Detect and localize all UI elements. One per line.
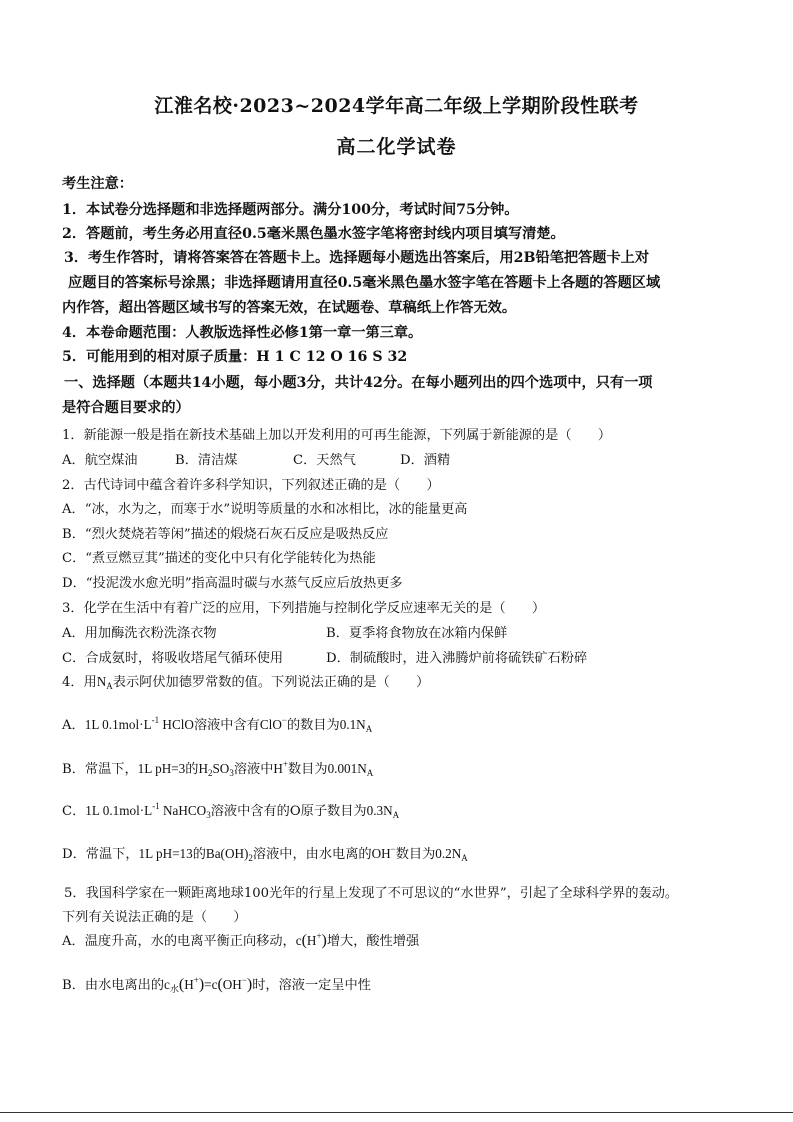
q5-b-paren-left: ( xyxy=(178,976,185,993)
q1-option-d: D．酒精 xyxy=(400,453,451,468)
q4-c-expr: 1L 0.1mol·L xyxy=(85,803,153,818)
q4-d-text: 的 xyxy=(192,847,206,862)
exam-subtitle: 高二化学试卷 xyxy=(336,136,457,158)
q4-d-base: Ba(OH) xyxy=(205,846,249,861)
notice-item-5: 5．可能用到的相对原子质量：H 1 C 12 O 16 S 32 xyxy=(62,349,408,365)
q4-d-label: D．常温下， xyxy=(62,847,139,862)
notice-item-1: 1．本试卷分选择题和非选择题两部分。满分100分，考试时间75分钟。 xyxy=(62,202,519,218)
q4-a-value-sub: A xyxy=(365,724,373,734)
q4-d-text2: 溶液中，由水电离的 xyxy=(252,847,372,862)
notice-item-2: 2．答题前，考生务必用直径0.5毫米黑色墨水签字笔将密封线内项目填写清楚。 xyxy=(62,226,565,242)
q1-option-a: A．航空煤油 xyxy=(62,453,138,468)
q2-option-b: B．“烈火焚烧若等闲”描述的煅烧石灰石反应是吸热反应 xyxy=(62,527,389,542)
q4-b-acid-sub2: 3 xyxy=(229,768,234,778)
q5-option-b xyxy=(62,974,371,995)
q5-a-ion: H xyxy=(306,933,317,948)
notice-item-3: 3．考生作答时，请将答案答在答题卡上。选择题每小题选出答案后，用2B铅笔把答题卡上对 xyxy=(64,250,650,266)
q5-a-text2: 增大，酸性增强 xyxy=(326,934,420,949)
q3-option-b: B．夏季将食物放在冰箱内保鲜 xyxy=(326,626,508,641)
q4-c-salt-sub: 3 xyxy=(206,810,211,820)
q4-a-label: A． xyxy=(62,718,85,733)
q5-b-text2: 时，溶液一定呈中性 xyxy=(252,978,371,993)
q4-a-sup: -1 xyxy=(151,715,160,725)
q4-b-text3: 数目为 xyxy=(288,762,328,777)
q4-d-value-sub: A xyxy=(461,853,468,863)
notice-item-3-cont: 应题目的答案标号涂黑；非选择题请用直径0.5毫米黑色墨水签字笔在答题卡上各题的答题区域 xyxy=(68,275,661,291)
q5-a-ion-sup: + xyxy=(316,931,322,941)
q4-stem-na: N xyxy=(96,674,107,689)
q1-option-c: C．天然气 xyxy=(293,453,356,468)
q4-b-acid-sub1: 2 xyxy=(207,768,213,778)
q5-stem-cont: 下列有关说法正确的是（ ） xyxy=(62,910,247,925)
q4-c-salt: NaHCO xyxy=(159,803,207,818)
notice-heading: 考生注意： xyxy=(62,176,133,192)
q4-a-expr: 1L 0.1mol·L xyxy=(84,717,152,732)
q2-option-a: A．“冰，水为之，而寒于水”说明等质量的水和冰相比，冰的能量更高 xyxy=(62,502,468,517)
section-heading: 一、选择题（本题共14小题，每小题3分，共计42分。在每小题列出的四个选项中，只有一项 xyxy=(64,375,653,391)
notice-item-4: 4．本卷命题范围：人教版选择性必修1第一章一第三章。 xyxy=(62,325,423,341)
q4-option-d xyxy=(62,843,468,863)
q5-b-paren2-right: ) xyxy=(246,976,253,993)
q4-d-value: 0.2N xyxy=(435,846,462,861)
q2-option-c: C．“煮豆燃豆萁”描述的变化中只有化学能转化为热能 xyxy=(62,551,376,566)
q4-a-ion: ClO xyxy=(259,717,282,732)
q4-a-hclo: HClO xyxy=(159,717,194,732)
q4-b-acid2: SO xyxy=(212,761,230,776)
q4-b-expr: 1L pH=3 xyxy=(137,761,186,776)
q5-b-ion2-sup: − xyxy=(241,975,247,985)
q5-b-ion2: OH xyxy=(222,977,242,992)
q4-stem-na-sub: A xyxy=(106,681,113,691)
q5-stem: 5．我国科学家在一颗距离地球100光年的行星上发现了不可思议的“水世界”，引起了全球科学界的轰动。 xyxy=(64,886,679,901)
q4-b-acid: H xyxy=(198,761,208,776)
q4-d-ion-sup: − xyxy=(390,844,396,854)
q5-a-paren-left: ( xyxy=(301,932,307,949)
exam-title: 江淮名校·2023~2024学年高二年级上学期阶段性联考 xyxy=(154,95,639,117)
q5-b-paren2-left: ( xyxy=(217,976,223,993)
q4-b-value: 0.001N xyxy=(327,761,367,776)
q4-d-ion: OH xyxy=(371,846,391,861)
notice-item-3-cont2: 内作答，超出答题区域书写的答案无效，在试题卷、草稿纸上作答无效。 xyxy=(62,300,517,316)
q4-c-value-sub: A xyxy=(392,810,400,820)
q4-a-ion-sup: − xyxy=(281,715,287,725)
q4-d-text3: 数目为 xyxy=(395,847,436,862)
q1-option-b: B．清洁煤 xyxy=(175,453,238,468)
q5-b-c-sub: 水 xyxy=(169,985,179,995)
q5-a-paren-right: ) xyxy=(321,932,327,949)
q4-c-text: 溶液中含有的O原子数目为 xyxy=(210,804,367,819)
q4-option-a xyxy=(62,714,372,734)
q5-b-c: c xyxy=(164,977,170,992)
q4-c-label: C． xyxy=(62,804,86,819)
q5-b-eq: =c xyxy=(204,977,218,992)
q4-d-expr: 1L pH=13 xyxy=(138,846,193,861)
q3-option-c: C．合成氨时，将吸收塔尾气循环使用 xyxy=(62,651,284,666)
q4-stem xyxy=(62,671,429,691)
q4-stem-post: 表示阿伏加德罗常数的值。下列说法正确的是（ ） xyxy=(112,675,430,690)
q4-c-sup: -1 xyxy=(152,801,160,811)
q5-b-paren-right: ) xyxy=(198,976,205,993)
q4-b-ion: H xyxy=(273,761,283,776)
q2-option-d: D．“投泥泼水愈光明”指高温时碳与水蒸气反应后放热更多 xyxy=(62,576,403,591)
q3-option-a: A．用加酶洗衣粉洗涤衣物 xyxy=(62,626,217,641)
q3-option-d: D．制硫酸时，进入沸腾炉前将硫铁矿石粉碎 xyxy=(326,651,588,666)
q5-b-ion: H xyxy=(184,977,194,992)
q4-option-b xyxy=(62,758,373,778)
q3-stem: 3．化学在生活中有着广泛的应用，下列措施与控制化学反应速率无关的是（ ） xyxy=(62,601,546,616)
q4-option-c xyxy=(62,800,399,820)
q4-d-base-sub: 2 xyxy=(248,853,253,863)
q4-b-label: B．常温下， xyxy=(62,762,138,777)
q4-b-ion-sup: + xyxy=(282,759,288,769)
q4-stem-pre: 4．用 xyxy=(62,675,97,690)
q4-a-text: 溶液中含有 xyxy=(193,718,260,733)
q5-a-c: c xyxy=(295,933,302,948)
q5-option-a xyxy=(62,930,419,950)
q4-b-value-sub: A xyxy=(366,768,374,778)
page-bottom-rule xyxy=(0,1112,793,1113)
q5-b-text: B．由水电离出的 xyxy=(62,978,165,993)
q2-stem: 2．古代诗词中蕴含着许多科学知识，下列叙述正确的是（ ） xyxy=(62,478,440,493)
q4-b-text: 的 xyxy=(185,762,199,777)
q4-b-text2: 溶液中 xyxy=(233,762,274,777)
section-heading-cont: 是符合题目要求的） xyxy=(62,400,190,416)
q5-b-ion-sup: + xyxy=(193,975,199,985)
q5-a-text: A．温度升高，水的电离平衡正向移动， xyxy=(62,934,296,949)
q1-stem: 1．新能源一般是指在新技术基础上加以开发利用的可再生能源，下列属于新能源的是（ ） xyxy=(62,428,612,443)
q4-c-value: 0.3N xyxy=(366,803,393,818)
q4-a-value: 0.1N xyxy=(339,717,366,732)
q4-a-text2: 的数目为 xyxy=(286,718,340,733)
